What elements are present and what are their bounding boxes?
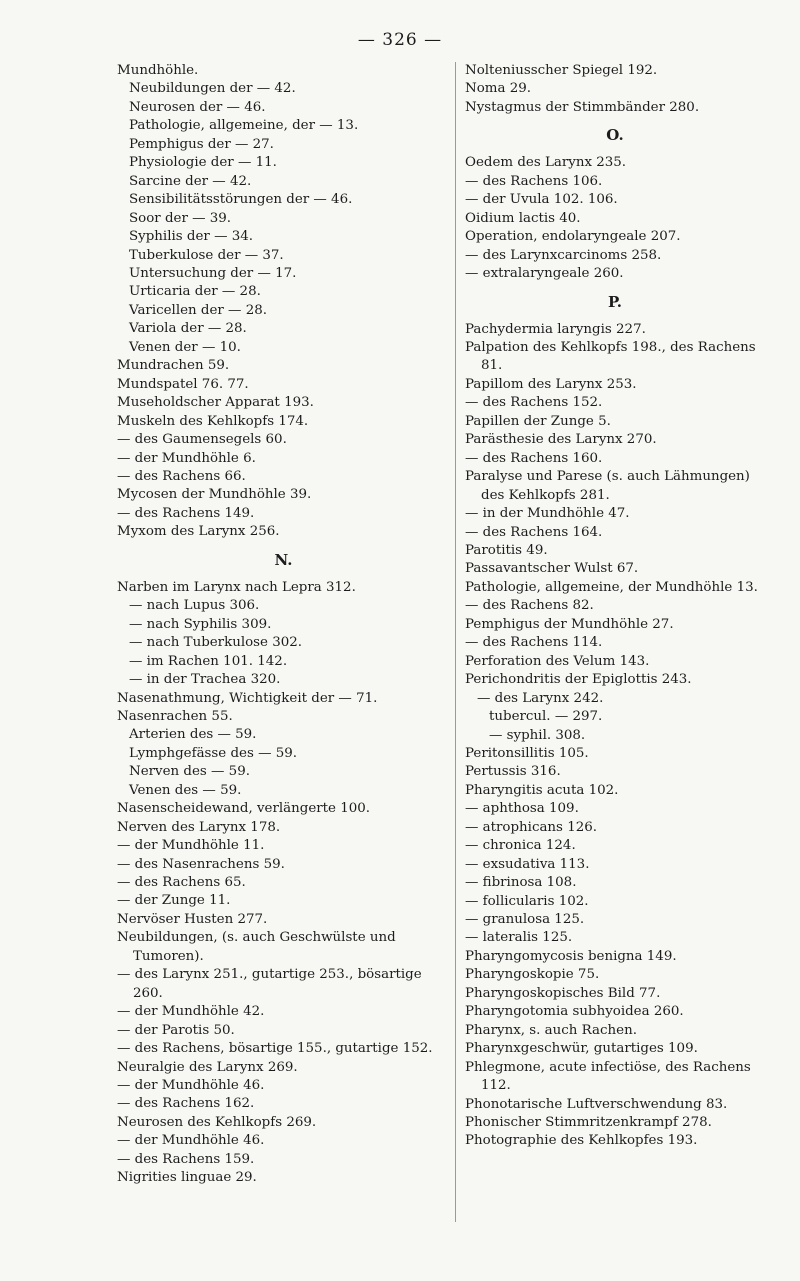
index-entry: — chronica 124. [465,838,576,854]
section-letter-heading: P. [607,292,623,311]
index-entry: Pharyngomycosis benigna 149. [465,948,677,964]
index-entry: Nasenscheidewand, verlängerte 100. [117,801,371,817]
index-entry: — fibrinosa 108. [465,875,577,891]
index-entry: — des Rachens 160. [465,450,603,466]
index-entry: — der Mundhöhle 11. [117,838,265,854]
index-entry: — der Uvula 102. 106. [465,192,618,208]
index-entry: Pathologie, allgemeine, der Mundhöhle 13. [465,579,758,595]
index-entry: — im Rachen 101. 142. [129,653,288,669]
index-entry: Syphilis der — 34. [129,229,254,245]
index-entry: — des Larynx 251., gutartige 253., bösartige 260. [117,967,422,1001]
index-entry: Parästhesie des Larynx 270. [465,432,657,448]
index-entry: Pemphigus der Mundhöhle 27. [465,616,674,632]
index-entry: Sensibilitätsstörungen der — 46. [129,192,353,208]
index-entry: Mundspatel 76. 77. [117,376,249,392]
index-entry: — des Rachens 114. [465,635,603,651]
index-entry: Pachydermia laryngis 227. [465,321,646,337]
index-entry: Variola der — 28. [129,321,247,337]
index-entry: Pharyngoskopisches Bild 77. [465,985,661,1001]
index-entry: — exsudativa 113. [465,856,590,872]
index-entry: Oidium lactis 40. [465,210,581,226]
index-entry: Narben im Larynx nach Lepra 312. [117,579,356,595]
index-entry: — des Rachens 162. [117,1096,255,1112]
index-entry: Nigrities linguae 29. [117,1170,257,1186]
index-entry: — follicularis 102. [465,893,589,909]
index-entry: Operation, endolaryngeale 207. [465,229,681,245]
index-entry: Perforation des Velum 143. [465,653,650,669]
index-entry: Arterien des — 59. [129,727,257,743]
index-entry: Passavantscher Wulst 67. [465,561,639,577]
index-entry: Pharynxgeschwür, gutartiges 109. [465,1041,698,1057]
index-entry: — der Mundhöhle 46. [117,1133,265,1149]
index-entry: Neurosen der — 46. [129,99,266,115]
index-entry: Parotitis 49. [465,542,548,558]
index-entry: — aphthosa 109. [465,801,579,817]
index-entry: Neurosen des Kehlkopfs 269. [117,1114,317,1130]
index-entry: Nolteniusscher Spiegel 192. [465,63,658,78]
index-entry: Pertussis 316. [465,764,561,780]
index-entry: Physiologie der — 11. [129,155,277,171]
index-entry: Papillen der Zunge 5. [465,413,611,429]
index-entry: Papillom des Larynx 253. [465,376,637,392]
index-entry: Varicellen der — 28. [129,302,267,318]
index-entry: — der Mundhöhle 46. [117,1078,265,1094]
index-entry: Mundrachen 59. [117,358,230,374]
index-entry: — des Nasenrachens 59. [117,856,285,872]
index-entry: Myxom des Larynx 256. [117,524,280,540]
index-entry: Neubildungen, (s. auch Geschwülste und Tumoren). [117,930,396,964]
index-entry: Pharyngitis acuta 102. [465,782,619,798]
index-entry: — extralaryngeale 260. [465,266,624,282]
index-entry: — der Mundhöhle 6. [117,450,256,466]
index-entry: — des Rachens 82. [465,598,594,614]
section-letter-heading: N. [274,550,293,569]
index-entry: Pharyngotomia subhyoidea 260. [465,1004,684,1020]
index-entry: Museholdscher Apparat 193. [117,395,314,411]
index-entry: Photographie des Kehlkopfes 193. [465,1133,698,1149]
index-entry: Pharynx, s. auch Rachen. [465,1022,637,1038]
index-entry: Neubildungen der — 42. [129,81,296,97]
index-entry: Tuberkulose der — 37. [129,247,284,263]
index-entry: Neuralgie des Larynx 269. [117,1059,298,1075]
index-entry: — des Rachens 106. [465,173,603,189]
index-entry: Nervöser Husten 277. [117,911,268,927]
index-entry: Pemphigus der — 27. [129,136,274,152]
index-entry: — lateralis 125. [465,930,573,946]
index-entry: Muskeln des Kehlkopfs 174. [117,413,309,429]
index-entry: Nasenrachen 55. [117,708,233,724]
index-entry: Perichondritis der Epiglottis 243. [465,672,692,688]
index-entry: — der Parotis 50. [117,1022,235,1038]
index-entry: — des Rachens 164. [465,524,603,540]
page-number: — 326 — [357,30,443,50]
index-entry: — atrophicans 126. [465,819,598,835]
index-entry: Palpation des Kehlkopfs 198., des Rachens 81. [465,339,756,374]
index-entry: — der Zunge 11. [117,893,231,909]
index-entry: Pharyngoskopie 75. [465,967,600,983]
index-entry: — syphil. 308. [489,727,586,743]
index-entry: — des Gaumensegels 60. [117,432,287,448]
index-entry: Phonotarische Luftverschwendung 83. [465,1096,728,1112]
index-entry: — des Rachens 152. [465,395,603,411]
index-entry: — nach Syphilis 309. [129,616,272,632]
index-entry: — in der Trachea 320. [129,672,281,688]
index-entry: — des Rachens 66. [117,468,246,484]
index-entry: Pathologie, allgemeine, der — 13. [129,118,359,134]
index-entry: Urticaria der — 28. [129,284,261,300]
index-entry: Lymphgefässe des — 59. [129,745,298,761]
index-entry: Noma 29. [465,81,532,97]
index-entry: Mycosen der Mundhöhle 39. [117,487,312,503]
index-entry: Mundhöhle. [117,63,199,78]
index-entry: Phlegmone, acute infectiöse, des Rachens 112. [465,1059,751,1094]
index-entry: Nystagmus der Stimmbänder 280. [465,99,700,115]
index-entry: Nasenathmung, Wichtigkeit der — 71. [117,690,378,706]
index-entry: Peritonsillitis 105. [465,745,589,761]
column-divider [455,62,456,1222]
index-entry: Untersuchung der — 17. [129,265,297,281]
index-entry: — der Mundhöhle 42. [117,1004,265,1020]
index-entry: — nach Lupus 306. [129,598,260,614]
index-entry: Nerven des Larynx 178. [117,819,281,835]
index-entry: Venen der — 10. [129,339,241,355]
section-letter-heading: O. [606,126,624,145]
index-entry: Nerven des — 59. [129,764,250,780]
index-entry: Soor der — 39. [129,210,232,226]
index-entry: — des Rachens 65. [117,875,246,891]
index-entry: Sarcine der — 42. [129,173,252,189]
index-entry: Oedem des Larynx 235. [465,155,627,171]
index-entry: — granulosa 125. [465,912,585,928]
index-entry: — des Rachens 159. [117,1151,255,1167]
index-entry: — des Rachens 149. [117,505,255,521]
index-entry: — nach Tuberkulose 302. [129,635,303,651]
index-entry: Venen des — 59. [129,782,242,798]
index-entry: — des Larynx 242. [477,690,604,706]
index-column-right [465,62,765,1151]
index-entry: tubercul. — 297. [489,709,603,725]
index-entry: — in der Mundhöhle 47. [465,506,630,522]
index-entry: — des Larynxcarcinoms 258. [465,247,662,263]
index-column-left [117,62,450,1188]
index-entry: Phonischer Stimmritzenkrampf 278. [465,1115,712,1131]
index-entry: — des Rachens, bösartige 155., gutartige 152. [117,1041,433,1057]
index-entry: Paralyse und Parese (s. auch Lähmungen) des Kehlkopfs 281. [465,469,750,503]
